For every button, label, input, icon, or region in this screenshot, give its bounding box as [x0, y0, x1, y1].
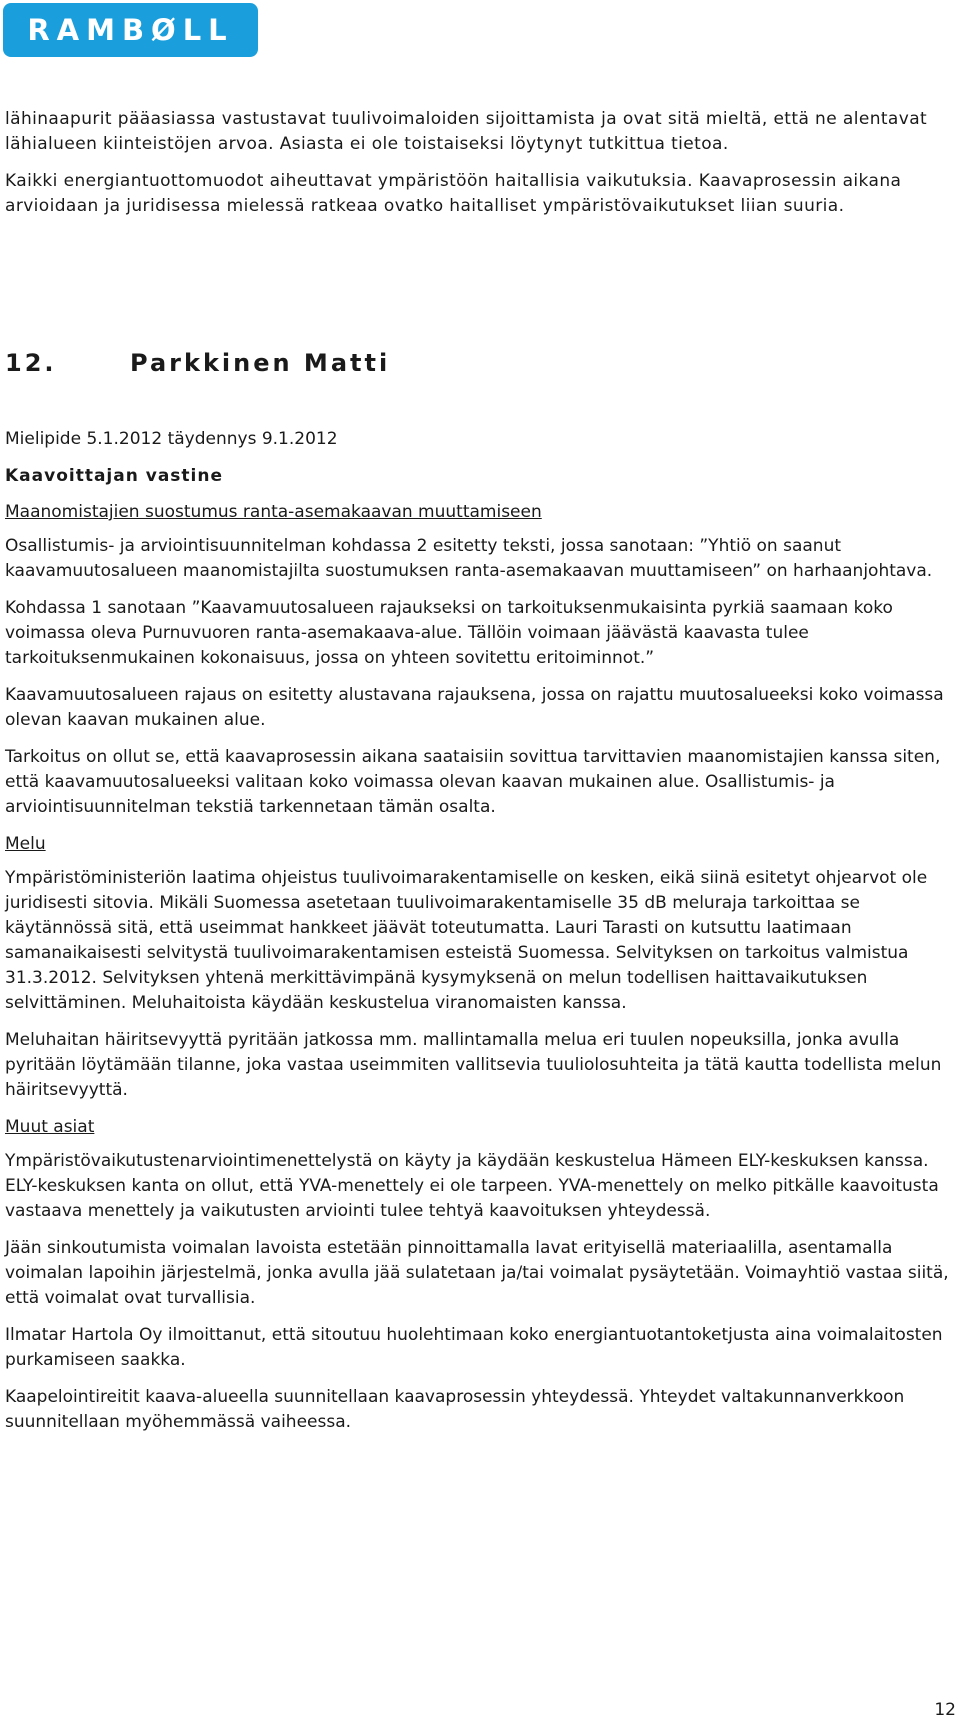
paragraph: Ympäristövaikutustenarviointimenettelystä on käyty ja käydään keskustelua Hämeen ELY-keskuksen kanssa. ELY-keskuksen kanta on ollut, että YVA-menettely ei ole tarpeen. YVA-menettely on melko pitkälle kaavoitusta vastaava menettely ja vaikutusten arviointi tulee tehtyä kaavoituksen yhteydessä.	[5, 1151, 939, 1221]
section-name: Parkkinen Matti	[130, 349, 391, 377]
vastine-title: Kaavoittajan vastine	[5, 466, 224, 486]
logo-text: RAMBØLL	[27, 13, 234, 47]
subsection-title: Melu	[5, 834, 46, 854]
intro-paragraph: lähinaapurit pääasiassa vastustavat tuulivoimaloiden sijoittamista ja ovat sitä mieltä, että ne alentavat lähialueen kiinteistöjen arvoa. Asiasta ei ole toistaiseksi löytynyt tutkittua tietoa.	[5, 109, 928, 154]
paragraph: Tarkoitus on ollut se, että kaavaprosessin aikana saataisiin sovittua tarvittavien maanomistajien kanssa siten, että kaavamuutosalueeksi valitaan koko voimassa olevan kaavan mukainen alue. Osallistumis- ja arviointisuunnitelman tekstiä tarkennetaan tämän osalta.	[5, 747, 941, 817]
paragraph: Jään sinkoutumista voimalan lavoista estetään pinnoittamalla lavat erityisellä materiaalilla, asentamalla voimalan lapoihin järjestelmä, jonka avulla jää sulatetaan ja/tai voimalat pysäytetään. Voimayhtiö vastaa siitä, että voimalat ovat turvallisia.	[5, 1238, 949, 1308]
ramboll-logo	[3, 3, 258, 57]
paragraph: Ympäristöministeriön laatima ohjeistus tuulivoimarakentamiselle on kesken, eikä siinä esitetyt ohjearvot ole juridisesti sitovia. Mikäli Suomessa asetetaan tuulivoimarakentamiselle 35 dB meluraja tarkoittaa se käytännössä sitä, että useimmat hankkeet jäävät toteutumatta. Lauri Tarasti on kutsuttu laatimaan samanaikaisesti selvitystä tuulivoimarakentamisen esteistä Suomessa. Selvityksen on tarkoitus valmistua 31.3.2012. Selvityksen yhtenä merkittävimpänä kysymyksenä on melun todellisen haittavaikutuksen selvittäminen. Meluhaitoista käydään keskustelua viranomaisten kanssa.	[5, 868, 928, 1013]
paragraph: Kohdassa 1 sanotaan ”Kaavamuutosalueen rajaukseksi on tarkoituksenmukaisinta pyrkiä saamaan koko voimassa oleva Purnuvuoren ranta-asemakaava-alue. Tällöin voimaan jäävästä kaavasta tulee tarkoituksenmukainen kokonaisuus, jossa on yhteen sovitettu eritoiminnot.”	[5, 598, 893, 668]
subsection-title: Muut asiat	[5, 1117, 95, 1137]
paragraph: Kaavamuutosalueen rajaus on esitetty alustavana rajauksena, jossa on rajattu muutosalueeksi koko voimassa olevan kaavan mukainen alue.	[5, 685, 944, 730]
subsection-noise	[5, 832, 955, 1103]
subsection-other-matters	[5, 1115, 955, 1435]
intro-paragraph: Kaikki energiantuottomuodot aiheuttavat ympäristöön haitallisia vaikutuksia. Kaavaprosessin aikana arvioidaan ja juridisessa mielessä ratkeaa ovatko haitalliset ympäristövaikutukset liian suuria.	[5, 171, 902, 216]
paragraph: Kaapelointireitit kaava-alueella suunnitellaan kaavaprosessin yhteydessä. Yhteydet valtakunnanverkkoon suunnitellaan myöhemmässä vaiheessa.	[5, 1387, 905, 1432]
section-number: 12.	[5, 349, 57, 377]
paragraph: Meluhaitan häiritsevyyttä pyritään jatkossa mm. mallintamalla melua eri tuulen nopeuksilla, jonka avulla pyritään löytämään tilanne, joka vastaa useimmiten vallitsevia tuuliolosuhteita ja tätä kautta todellista melun häiritsevyyttä.	[5, 1030, 942, 1100]
section-heading	[5, 349, 955, 377]
subsection-title: Maanomistajien suostumus ranta-asemakaavan muuttamiseen	[5, 502, 542, 522]
paragraph: Ilmatar Hartola Oy ilmoittanut, että sitoutuu huolehtimaan koko energiantuotantoketjusta aina voimalaitosten purkamiseen saakka.	[5, 1325, 943, 1370]
intro-section	[5, 107, 955, 219]
page-number: 12	[934, 1700, 956, 1720]
document-body	[5, 107, 955, 1435]
paragraph: Osallistumis- ja arviointisuunnitelman kohdassa 2 esitetty teksti, jossa sanotaan: ”Yhtiö on saanut kaavamuutosalueen maanomistajilta suostumuksen ranta-asemakaavan muuttamiseen” on harhaanjohtava.	[5, 536, 933, 581]
subsection-land-owners	[5, 500, 955, 820]
opinion-date: Mielipide 5.1.2012 täydennys 9.1.2012	[5, 429, 338, 449]
